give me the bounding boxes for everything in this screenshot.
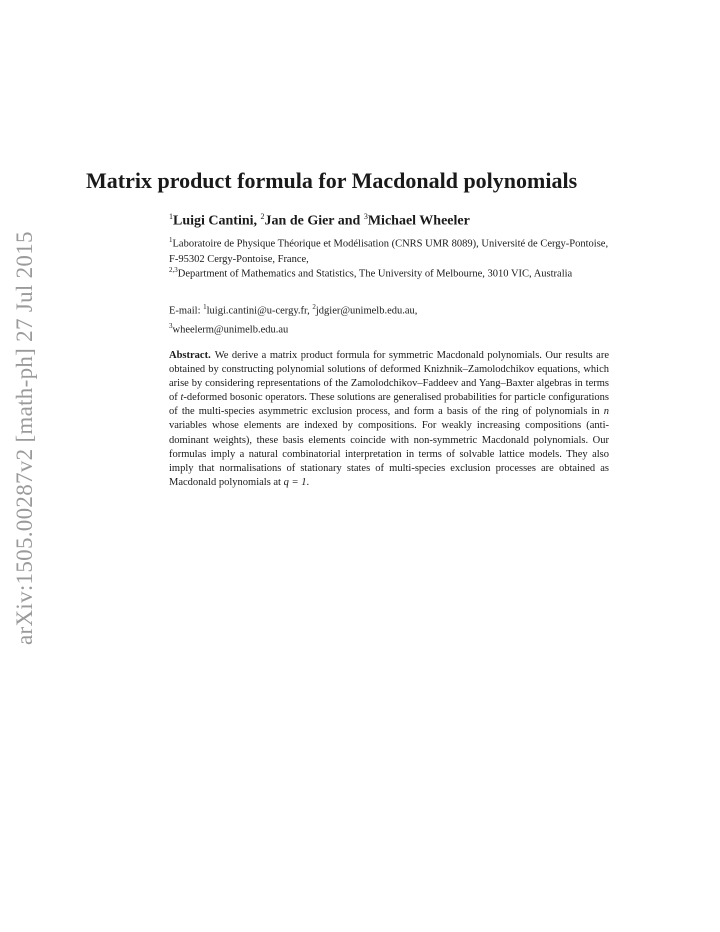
affiliation-2: [169, 263, 609, 282]
email-2: jdgier@unimelb.edu.au,: [315, 305, 418, 317]
abstract-text-part-3: variables whose elements are indexed by compositions. For weakly increasing compositions (anti-dominant weights), these basis elements coincide with non-symmetric Macdonald polynomials. Our formulas imply a natural combinatorial interpretation in terms of solvable lattice models. They also imply that normalisations of stationary states of multi-species exclusion processes are obtained as Macdonald polynomials at: [169, 420, 609, 488]
email-3: wheelerm@unimelb.edu.au: [172, 324, 289, 335]
email-3-marker: 3: [169, 321, 173, 330]
arxiv-identifier: arXiv:1505.00287v2 [math-ph] 27 Jul 2015: [12, 231, 37, 645]
paper-title: Matrix product formula for Macdonald polynomials: [86, 168, 578, 193]
email-1-marker: 1: [203, 303, 207, 311]
affiliation-1-text: Laboratoire de Physique Théorique et Modélisation (CNRS UMR 8089), Université de Cergy-Pontoise, F-95302 Cergy-Pontoise, France,: [169, 238, 609, 265]
affiliation-1: [169, 233, 609, 267]
email-1: luigi.cantini@u-cergy.fr,: [206, 305, 313, 317]
abstract-var-t: t: [180, 392, 184, 404]
author-list: [169, 212, 609, 230]
affiliation-2-marker: 2,3: [169, 266, 178, 274]
author-2-marker: 2: [260, 212, 265, 221]
abstract-text-part-4: .: [306, 476, 310, 488]
author-1-name: Luigi Cantini,: [173, 213, 261, 229]
email-2-marker: 2: [312, 303, 316, 311]
abstract-heading: Abstract.: [169, 350, 211, 361]
author-3-marker: 3: [363, 212, 368, 221]
abstract-text-part-2: -deformed bosonic operators. These solutions are generalised probabilities for particle configurations of the multi-species asymmetric exclusion process, and form a basis of the ring of polynomials in: [169, 392, 609, 418]
affiliation-2-text: Department of Mathematics and Statistics, The University of Melbourne, 3010 VIC, Australia: [177, 268, 573, 280]
abstract-q-equation: q = 1: [283, 476, 307, 488]
affiliation-1-marker: 1: [169, 236, 173, 244]
author-1-marker: 1: [169, 212, 173, 221]
author-2-name: Jan de Gier and: [264, 213, 364, 229]
abstract: [169, 349, 609, 490]
abstract-text-part-1: We derive a matrix product formula for symmetric Macdonald polynomials. Our results are obtained by constructing polynomial solutions of deformed Knizhnik–Zamolodchikov equations, which arise by considering representations of the Zamolodchikov–Faddeev and Yang–Baxter algebras in terms of: [169, 350, 609, 404]
author-3-name: Michael Wheeler: [367, 213, 470, 229]
email-label: E-mail:: [169, 305, 204, 317]
email-block: [169, 300, 609, 337]
abstract-var-n: n: [603, 406, 609, 418]
